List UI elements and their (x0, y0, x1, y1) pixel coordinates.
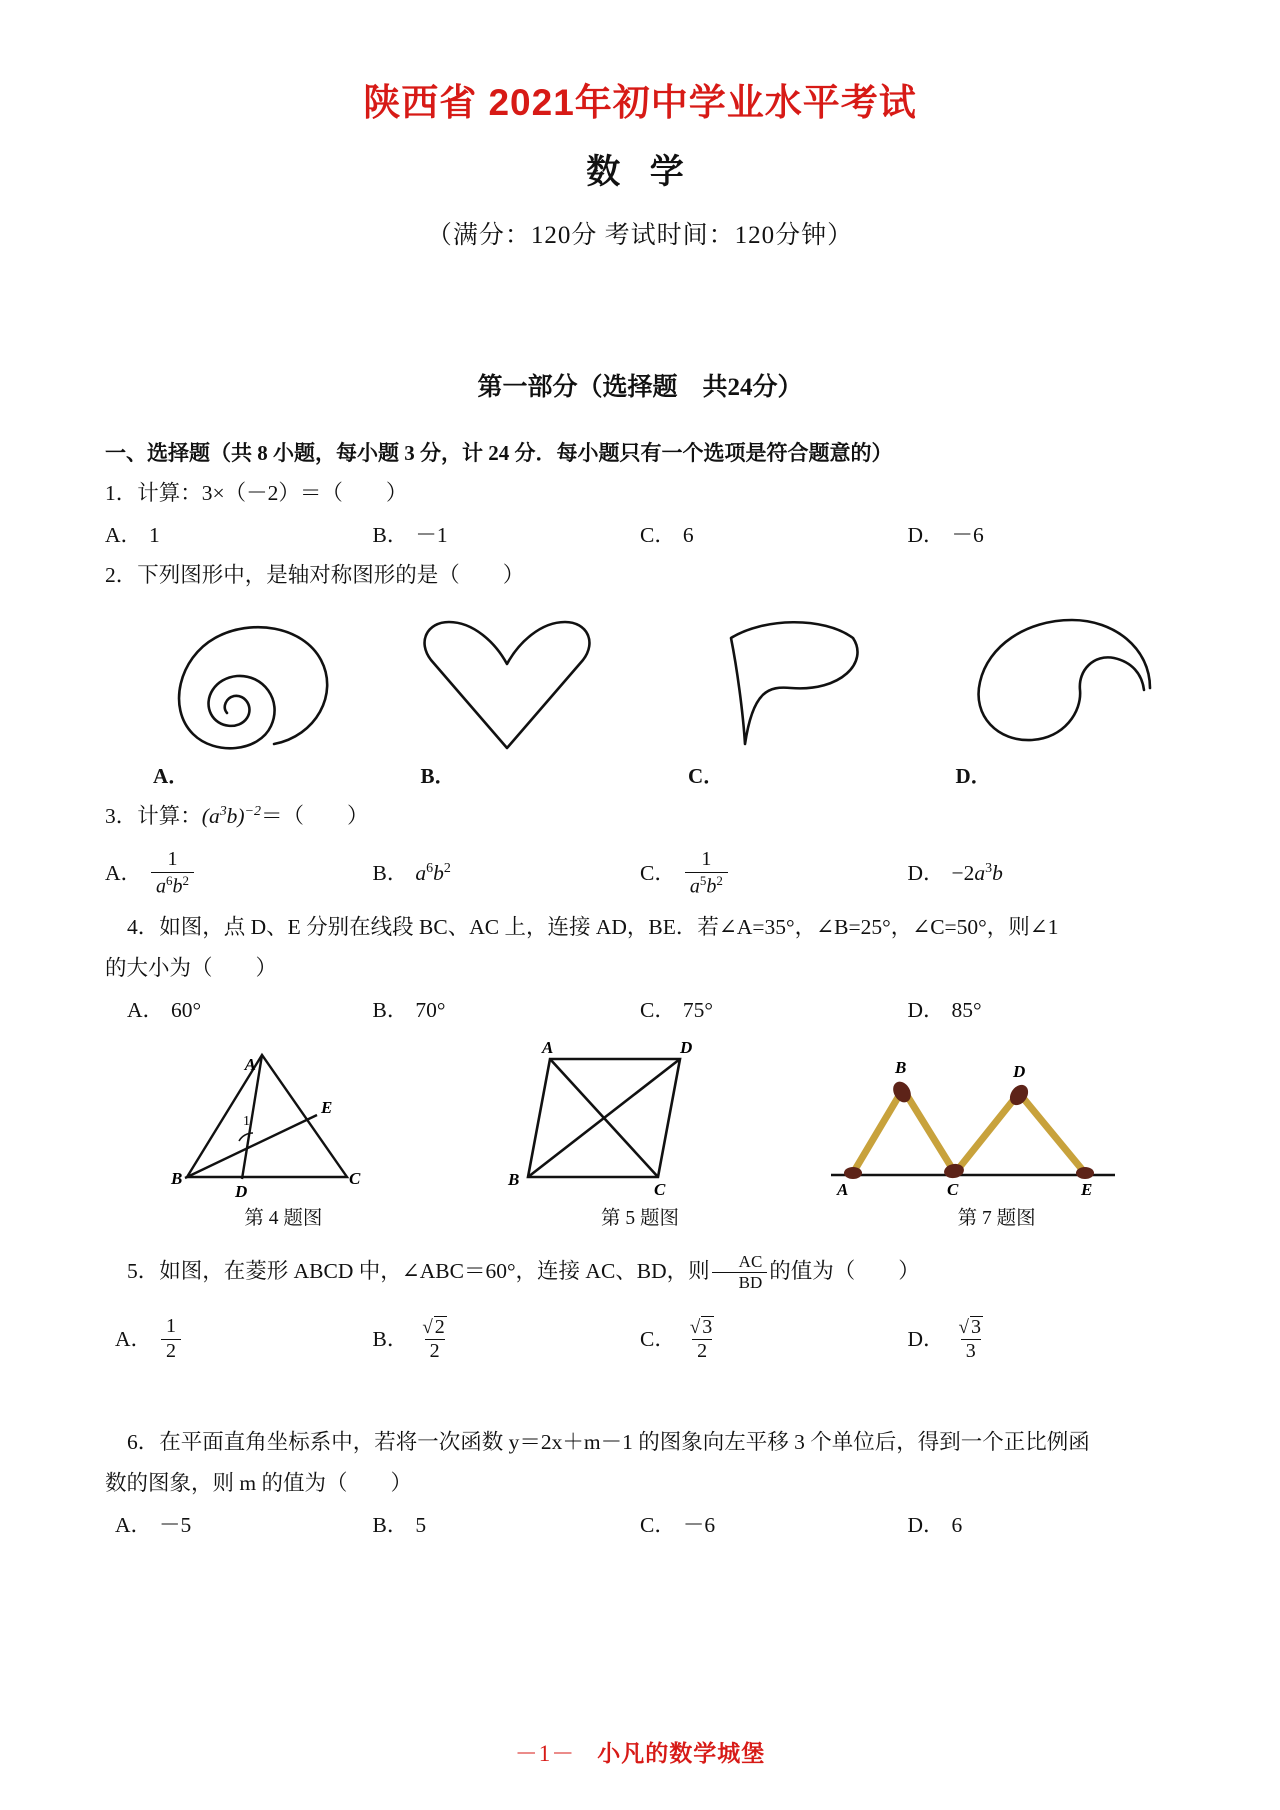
option-c-label: C． (640, 522, 676, 547)
option-c-value: 75° (682, 997, 713, 1022)
exam-content (105, 437, 1175, 1542)
fraction-denominator: 2 (161, 1339, 181, 1363)
shape-label-a: A． (153, 764, 190, 789)
option-a-label: A． (115, 1326, 153, 1351)
option-a-label: A． (127, 997, 165, 1022)
question-5-stem (105, 1253, 1175, 1293)
question-6-options (105, 1509, 1175, 1542)
option-c-value: －6 (682, 1512, 716, 1537)
figure-4 (157, 1037, 387, 1202)
part-heading: 第一部分（选择题 共24分） (477, 374, 803, 401)
fraction-numerator: AC (738, 1251, 763, 1271)
option-c[interactable] (640, 842, 908, 904)
option-b[interactable] (373, 1308, 641, 1370)
figure-4-label-E: E (320, 1098, 332, 1118)
option-a[interactable] (105, 994, 373, 1027)
watermark-text: 小凡的数学城堡 (597, 1741, 766, 1766)
figure-4-label-C: C (348, 1169, 360, 1189)
figure-7-label-E: E (1081, 1180, 1093, 1200)
option-c[interactable] (640, 1509, 908, 1542)
shape-fan[interactable] (673, 616, 888, 756)
section-intro: 一、选择题（共 8 小题，每小题 3 分，计 24 分．每小题只有一个选项是符合题意的） (105, 441, 893, 465)
option-a-label: A． (105, 522, 143, 547)
option-b-label: B． (372, 860, 409, 885)
question-6-stem-line2: 数的图象，则 m 的值为（ ） (105, 1470, 412, 1495)
option-c-label: C． (640, 997, 676, 1022)
option-b[interactable] (373, 842, 641, 904)
figure-row-geometry (105, 1037, 1175, 1202)
option-d-value: －6 (951, 522, 984, 547)
figure-5-label-D: D (679, 1038, 693, 1058)
page-title: 陕西省 2021年初中学业水平考试 (363, 82, 917, 123)
figure-5-label-C: C (653, 1180, 666, 1200)
option-b-value: 70° (415, 997, 446, 1022)
option-a-label: A． (115, 1512, 153, 1537)
figure-5-caption: 第 5 题图 (601, 1208, 680, 1230)
fraction-denominator: $a^6b^2$ (151, 872, 194, 898)
fraction-denominator: 2 (692, 1339, 712, 1363)
fraction-numerator: 1 (167, 847, 178, 870)
figure-7 (823, 1037, 1123, 1202)
fraction-denominator: BD (712, 1272, 768, 1292)
option-d-label: D． (907, 860, 945, 885)
question-6-stem-line1: 6．在平面直角坐标系中，若将一次函数 y＝2x＋m－1 的图象向左平移 3 个单位后，得到一个正比例函 (127, 1430, 1090, 1455)
question-3-expression: $(a^3b)^{-2}$ (201, 803, 262, 829)
fraction-denominator: 3 (961, 1339, 981, 1363)
page-number: －1－ (514, 1741, 576, 1766)
option-a-value: 1 (149, 522, 160, 547)
option-a[interactable] (105, 519, 373, 552)
question-2-shape-labels (105, 760, 1175, 793)
question-4-options (105, 994, 1175, 1027)
option-b-value: －1 (415, 522, 448, 547)
fraction-numerator: √ 3 (689, 1315, 713, 1338)
question-5-prefix: 5．如图，在菱形 ABCD 中，∠ABC＝60°，连接 AC、BD，则 (127, 1258, 710, 1283)
fraction-numerator: √ 3 (958, 1315, 981, 1338)
radicand: 3 (702, 1315, 713, 1338)
figure-5-label-A: A (541, 1038, 554, 1058)
option-c[interactable] (640, 519, 908, 552)
figure-4-label-B: B (170, 1169, 182, 1189)
question-3-options (105, 842, 1175, 904)
option-b[interactable] (373, 519, 641, 552)
page-footer (0, 1735, 1280, 1768)
shape-label-d: D． (955, 764, 992, 789)
shape-label-b: B． (420, 764, 456, 789)
option-d-label: D． (907, 1512, 945, 1537)
option-c-value (685, 1316, 719, 1363)
figure-7-label-B: B (895, 1058, 907, 1078)
question-3-suffix: ＝（ ） (261, 804, 369, 829)
question-2-stem: 2．下列图形中，是轴对称图形的是（ ） (105, 563, 525, 588)
figure-7-label-D: D (1013, 1062, 1026, 1082)
option-d-value: $-2a^3b$ (951, 860, 1003, 885)
fraction-numerator: √ 2 (422, 1315, 445, 1338)
fraction-denominator: 2 (425, 1339, 445, 1363)
option-d[interactable] (908, 994, 1176, 1027)
option-b-label: B． (372, 1512, 409, 1537)
question-1-stem: 1．计算：3×（－2）＝（ ） (105, 480, 408, 505)
figure-5 (490, 1037, 720, 1202)
figure-5-label-B: B (507, 1170, 520, 1190)
option-c[interactable] (640, 1308, 908, 1370)
fraction-denominator: $a^5b^2$ (685, 872, 728, 898)
subject-title: 数 学 (586, 153, 694, 191)
figure-7-caption: 第 7 题图 (957, 1208, 1036, 1230)
figure-7-label-A: A (837, 1180, 849, 1200)
question-3-stem (105, 800, 1175, 833)
question-5-options (105, 1308, 1175, 1370)
option-a-value: 60° (171, 997, 202, 1022)
question-5-fraction (712, 1253, 768, 1293)
option-a-value: －5 (159, 1512, 192, 1537)
option-b[interactable] (373, 1509, 641, 1542)
shape-wave-crescent[interactable] (954, 616, 1169, 756)
question-5-suffix: 的值为（ ） (769, 1258, 920, 1283)
question-4-stem-line1: 4．如图，点 D、E 分别在线段 BC、AC 上，连接 AD，BE．若∠A=35°，∠B=25°，∠C=50°，则∠1 (127, 915, 1059, 940)
option-d-label: D． (907, 997, 945, 1022)
option-c[interactable] (640, 994, 908, 1027)
option-c-value (685, 849, 728, 898)
option-d[interactable] (908, 1509, 1176, 1542)
option-b-value (417, 1316, 451, 1363)
figure-4-caption: 第 4 题图 (244, 1208, 323, 1230)
option-d-label: D． (907, 522, 945, 547)
option-b-label: B． (372, 522, 409, 547)
option-c-value: 6 (682, 522, 694, 547)
option-c-label: C． (640, 1326, 676, 1351)
shape-label-c: C． (688, 764, 725, 789)
question-1-options (105, 519, 1175, 552)
option-d-value: 85° (951, 997, 982, 1022)
figure-4-label-D: D (234, 1182, 247, 1202)
figure-4-label-A: A (244, 1055, 256, 1075)
option-a[interactable] (105, 842, 373, 904)
option-d[interactable] (908, 842, 1176, 904)
option-d-label: D． (907, 1326, 945, 1351)
exam-meta: （满分：120分 考试时间：120分钟） (426, 222, 854, 249)
option-a[interactable] (105, 1308, 373, 1370)
option-b-value: 5 (415, 1512, 427, 1537)
option-b-value: $a^6b^2$ (415, 860, 451, 885)
option-c-label: C． (640, 860, 676, 885)
radicand: 2 (434, 1315, 445, 1338)
option-d[interactable] (908, 1308, 1176, 1370)
option-b-label: B． (372, 1326, 409, 1351)
option-a-value (151, 849, 194, 898)
option-a-label: A． (105, 860, 143, 885)
fraction-numerator: 1 (701, 847, 712, 870)
option-c-label: C． (640, 1512, 676, 1537)
option-b[interactable] (373, 994, 641, 1027)
option-d-value (954, 1316, 988, 1363)
question-4-stem-line2: 的大小为（ ） (105, 955, 278, 980)
question-2-figures (111, 616, 1169, 756)
shape-spiral[interactable] (111, 616, 341, 756)
option-b-label: B． (372, 997, 409, 1022)
figure-4-label-angle1: 1 (242, 1114, 250, 1130)
radicand: 3 (970, 1315, 981, 1338)
option-d-value: 6 (951, 1512, 963, 1537)
figure-captions (105, 1204, 1175, 1234)
figure-7-label-C: C (947, 1180, 959, 1200)
option-d[interactable] (908, 519, 1176, 552)
shape-heart[interactable] (407, 616, 607, 756)
option-a-value (161, 1316, 181, 1362)
fraction-numerator: 1 (166, 1315, 177, 1338)
option-a[interactable] (105, 1509, 373, 1542)
question-3-prefix: 3．计算： (105, 804, 202, 829)
